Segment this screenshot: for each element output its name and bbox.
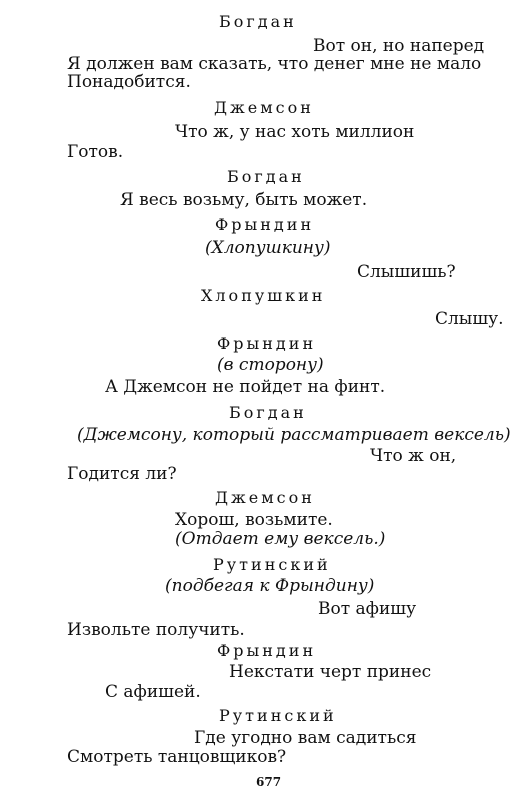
speaker-name: Богдан <box>219 12 297 31</box>
page-number: 677 <box>256 775 282 789</box>
verse-line: Что ж он, <box>370 446 457 466</box>
speaker-name: Фрындин <box>215 215 315 234</box>
speaker-name: Рутинский <box>219 706 337 725</box>
verse-line: Извольте получить. <box>67 620 245 640</box>
speaker-name: Джемсон <box>214 98 314 117</box>
stage-direction: (подбегая к Фрындину) <box>165 576 375 596</box>
verse-line: А Джемсон не пойдет на финт. <box>105 377 386 397</box>
speaker-name: Богдан <box>227 167 305 186</box>
speaker-name: Рутинский <box>213 555 331 574</box>
speaker-name: Джемсон <box>215 488 315 507</box>
verse-line: С афишей. <box>105 682 201 702</box>
speaker-name: Фрындин <box>217 334 317 353</box>
verse-line: Смотреть танцовщиков? <box>67 747 287 767</box>
stage-direction: (в сторону) <box>217 355 324 375</box>
stage-direction: (Джемсону, который рассматривает вексель) <box>77 425 511 445</box>
verse-line: Я должен вам сказать, что денег мне не мало <box>67 54 482 74</box>
verse-line: Что ж, у нас хоть миллион <box>175 122 415 142</box>
verse-line: Вот афишу <box>318 599 417 619</box>
stage-direction: (Хлопушкину) <box>205 238 331 258</box>
verse-line: Я весь возьму, быть может. <box>120 190 368 210</box>
speaker-name: Фрындин <box>217 641 317 660</box>
verse-line: Готов. <box>67 142 124 162</box>
verse-line: Где угодно вам садиться <box>194 728 417 748</box>
verse-line: Хорош, возьмите. <box>175 510 333 530</box>
verse-line: Годится ли? <box>67 464 177 484</box>
speaker-name: Богдан <box>229 403 307 422</box>
verse-line: Слышишь? <box>357 262 456 282</box>
verse-line: Некстати черт принес <box>229 662 432 682</box>
verse-line: Слышу. <box>435 309 504 329</box>
speaker-name: Хлопушкин <box>201 286 326 305</box>
verse-line: Вот он, но наперед <box>313 36 485 56</box>
verse-line: Понадобится. <box>67 72 191 92</box>
stage-direction: (Отдает ему вексель.) <box>175 529 386 549</box>
